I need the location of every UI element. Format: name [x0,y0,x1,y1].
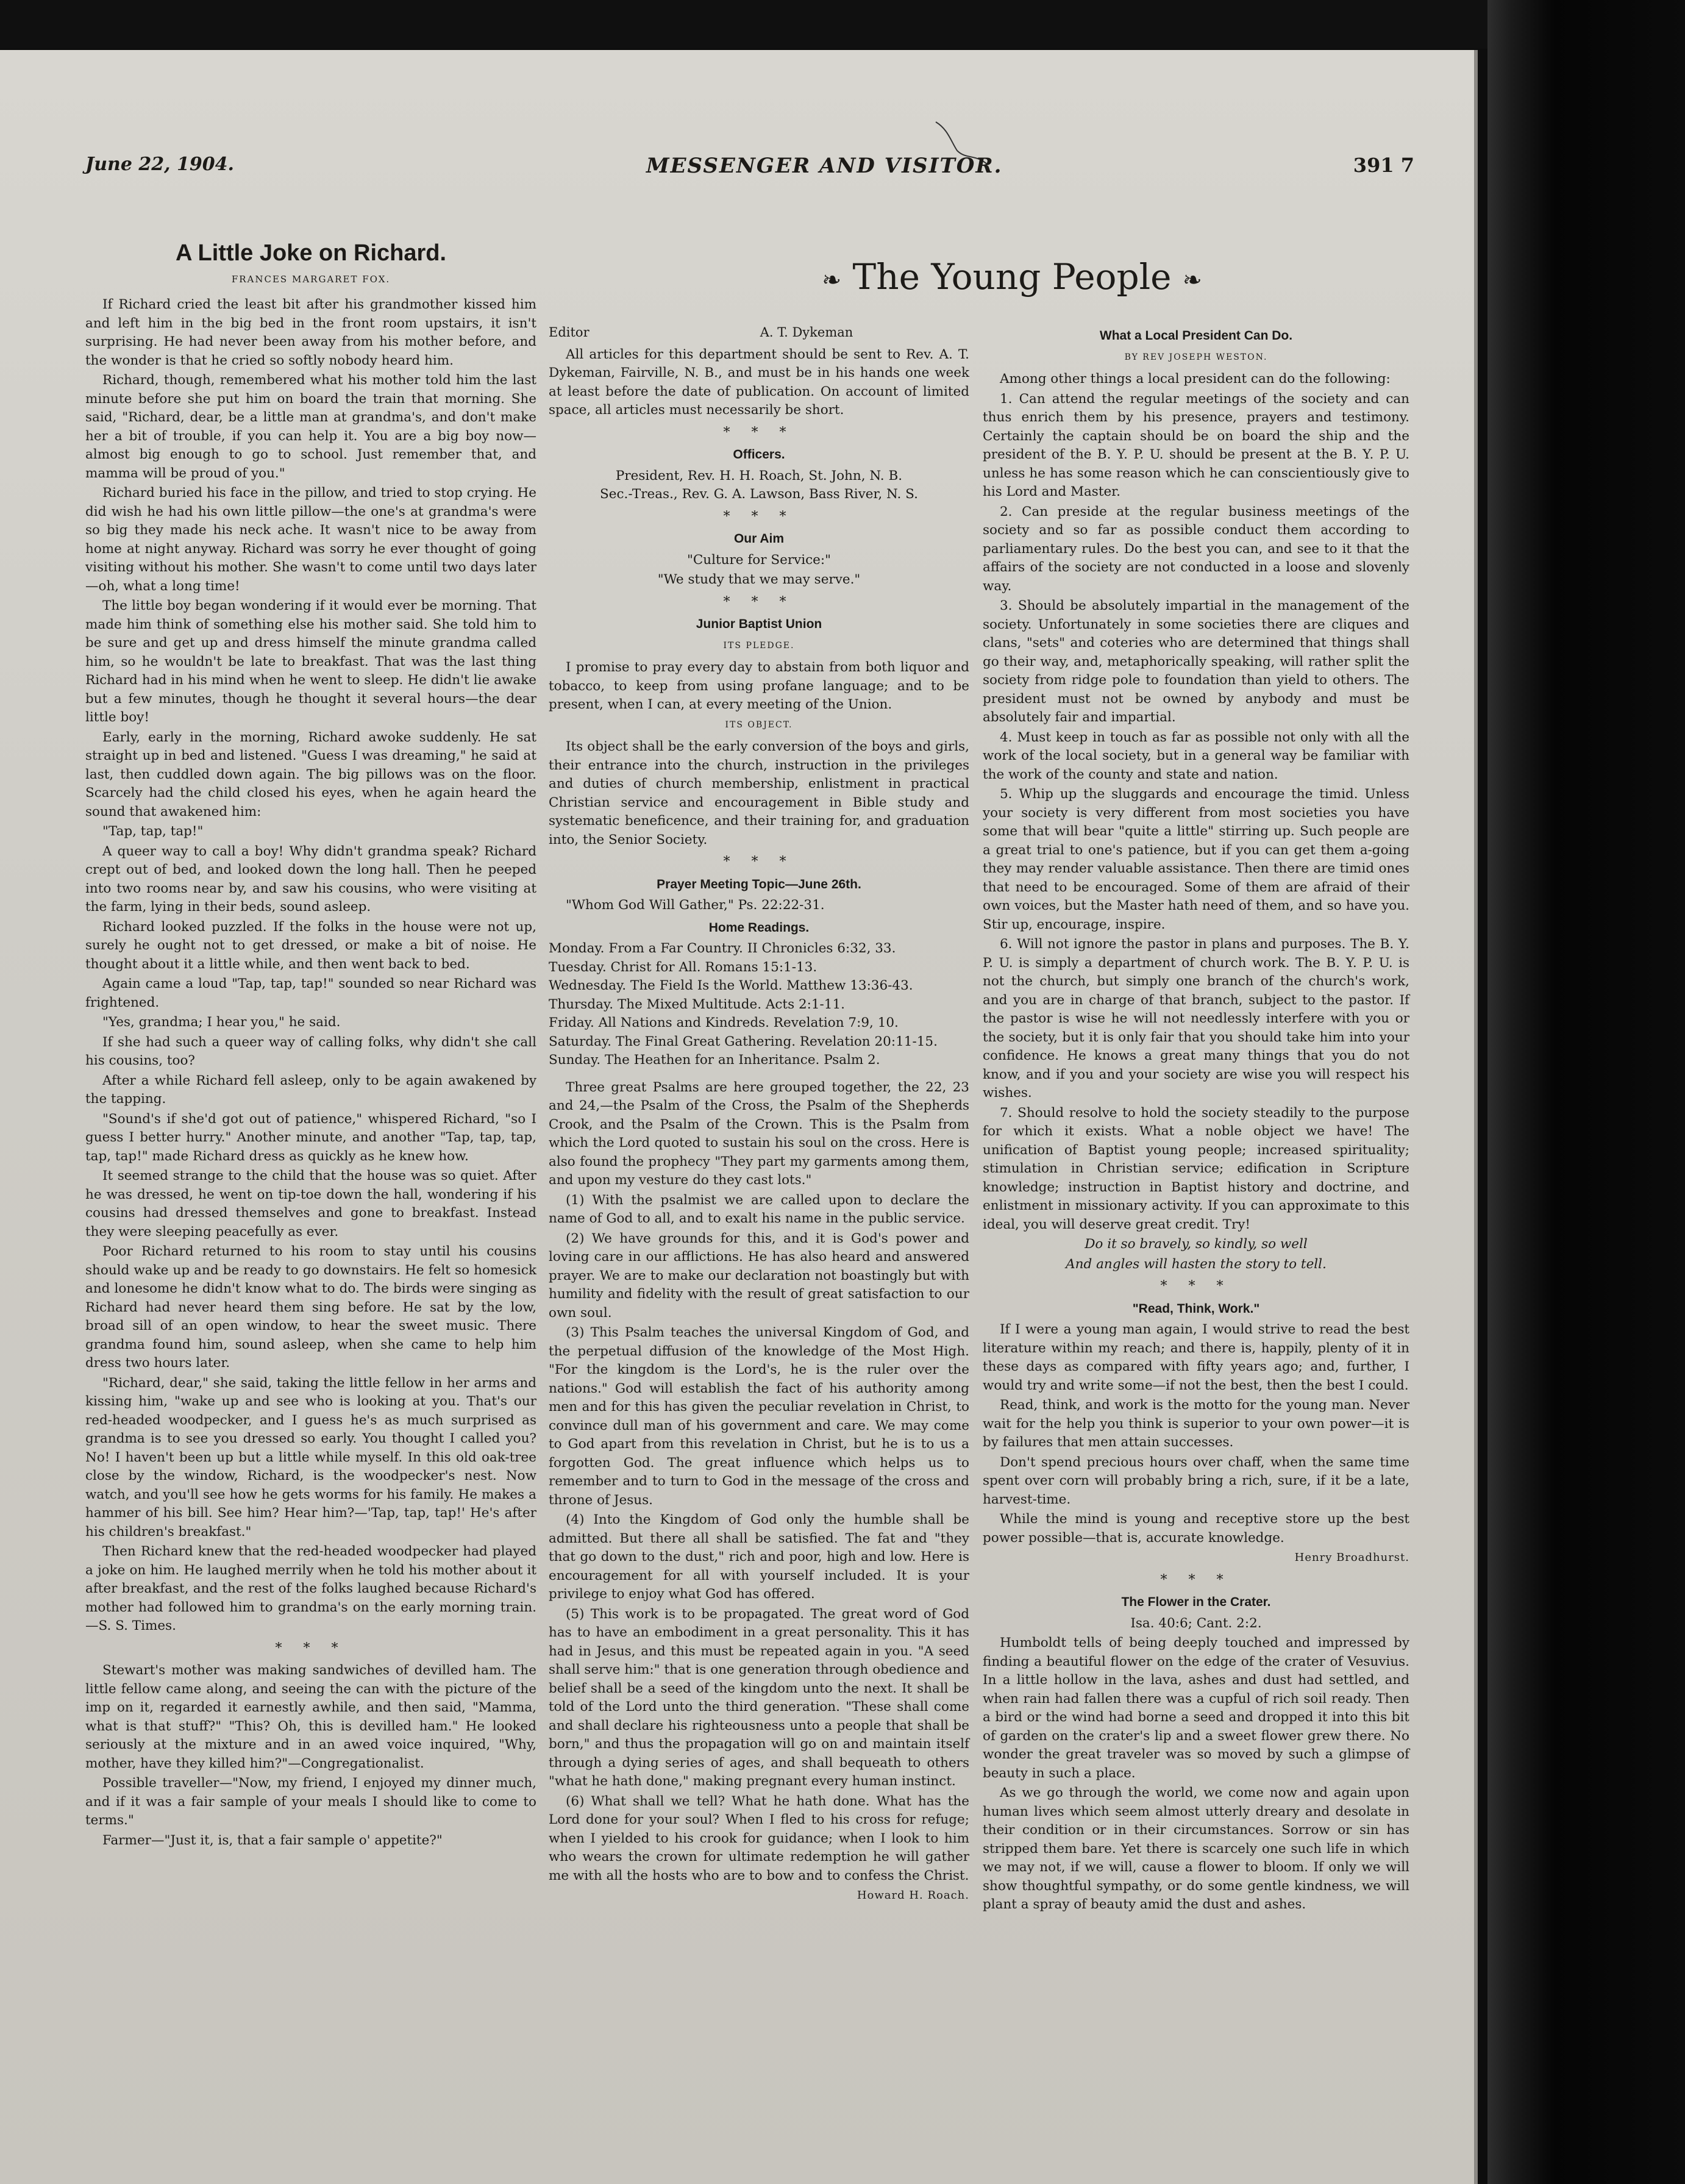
story-paragraph: If she had such a queer way of calling folks, why didn't she call his cousins, too? [85,1034,536,1068]
newspaper-title: MESSENGER AND VISITOR. [646,154,1003,178]
issue-date: June 22, 1904. [85,154,234,175]
article-paragraph: Don't spend precious hours over chaff, when the same time spent over corn will probably bring a rich, sure, if it be a late, harvest-time. [983,1454,1409,1507]
junior-union-heading: Junior Baptist Union [696,617,822,631]
article-body-president [983,370,1409,1234]
anecdote-paragraph: Possible traveller—"Now, my friend, I enjoyed my dinner much, and if it was a fair sample of your meals I should like to come to terms." [85,1775,536,1828]
section-divider: * * * [1160,1279,1232,1294]
home-reading-item: Tuesday. Christ for All. Romans 15:1-13. [549,959,818,975]
home-readings-list [549,940,969,1070]
story-body [85,296,536,1636]
commentary-signature: Howard H. Roach. [857,1889,969,1902]
article-signature-broadhurst: Henry Broadhurst. [1294,1551,1409,1564]
scan-top-margin [0,0,1685,49]
article-title-read-think-work: "Read, Think, Work." [1132,1301,1260,1316]
aim-line: "Culture for Service:" [686,552,832,568]
officer-president: President, Rev. H. H. Roach, St. John, N. B. [615,468,903,484]
story-paragraph: Poor Richard returned to his room to stay until his cousins should wake up and be ready to go downstairs. He felt so homesick and lonesome he didn't know what to do. The birds were singing as Richard had never heard them sing before. He sat by the low, broad sill of an open window, to hear the sweet music. There grandma found him, sound asleep, when she came to help him dress two hours later. [85,1244,536,1371]
section-divider: * * * [723,424,795,440]
article-title-president: What a Local President Can Do. [1099,329,1293,343]
story-title: A Little Joke on Richard. [175,240,447,266]
section-divider: * * * [723,854,795,869]
commentary-paragraph: Three great Psalms are here grouped together, the 22, 23 and 24,—the Psalm of the Cross, the Psalm of the Shepherds Crook, and the Psalm of the Crown. This is the Psalm from which the Lord quoted to sustain his soul on the cross. Here is also found the prophecy "They part my garments among them, and upon my vesture do they cast lots." [549,1079,969,1188]
officers-list [549,467,969,504]
story-paragraph: Richard, though, remembered what his mother told him the last minute before she put him on board the train that morning. She said, "Richard, dear, be a little man at grandma's, and don't make her a bit of trouble, if you can help it. You are a big boy now—almost big enough to go to school. Just remember that, and mamma will be proud of you." [85,373,536,481]
commentary-paragraph: (2) We have grounds for this, and it is God's power and loving care in our afflictions. He has also heard and answered prayer. We are to make our declaration not boastingly but with humility and fidelity with the result of great satisfaction to our own soul. [549,1230,969,1321]
story-paragraph: "Tap, tap, tap!" [102,824,204,839]
article-paragraph: 5. Whip up the sluggards and encourage the timid. Unless your society is very different from most societies you have some that will bear "quite a little" stirring up. Such people are a great trial to one's patience, but if you can get them a-going they may render valuable assistance. Then there are timid ones that need to be encouraged. Some of them are afraid of their own voices, but the Master hath need of them, and so have you. Stir up, encourage, inspire. [983,787,1409,932]
story-paragraph: If Richard cried the least bit after his grandmother kissed him and left him in the big bed in the front room upstairs, it isn't surprising. He had never been away from his mother before, and the wonder is that he cried so softly nobody heard him. [85,297,536,368]
article-paragraph: Humboldt tells of being deeply touched and impressed by finding a beautiful flower on the edge of the crater of Vesuvius. In a little hollow in the lava, ashes and dust had settled, and when rain had fallen there was a cupful of rich soil ready. Then a bird or the wind had borne a seed and dropped it into this bit of garden on the crater's lip and a sweet flower grew there. No wonder the great traveler was so moved by such a glimpse of beauty in such a place. [983,1635,1409,1781]
editor-label: Editor [549,325,590,340]
anecdotes [85,1661,536,1850]
anecdote-paragraph: Stewart's mother was making sandwiches of devilled ham. The little fellow came along, and seeing the can with the picture of the imp on it, regarded it earnestly awhile, and then said, "Mamma, what is that stuff?" "This? Oh, this is devilled ham." He looked seriously at the mixture and in an awed voice inquired, "Why, mother, have they killed him?"—Congregationalist. [85,1663,536,1771]
verse-line: Do it so bravely, so kindly, so well [1085,1237,1308,1252]
story-paragraph: Early, early in the morning, Richard awoke suddenly. He sat straight up in bed and listened. "Guess I was dreaming," he said at last, then cuddled down again. The big pillows was on the floor. Scarcely had the child closed his eyes, when he again heard the sound that awakened him: [85,729,536,819]
section-heading [793,256,1231,298]
home-reading-item: Friday. All Nations and Kindreds. Revelation 7:9, 10. [549,1015,899,1030]
story-paragraph: The little boy began wondering if it would ever be morning. That made him think of something else his mother said. She told him to be sure and get up and dress himself the minute grandma called him, so he wouldn't be late to breakfast. That was the last thing Richard had in his mind when he went to sleep. He didn't lie awake but a few minutes, though he thought it several hours—the dear little boy! [85,598,536,725]
article-paragraph: As we go through the world, we come now and again upon human lives which seem almost utterly dreary and desolate in their condition or in their circumstances. Sorrow or sin has stripped them bare. Yet there is scarcely one such life in which we may not, if we will, cause a flower to bloom. If only we will show thoughtful sympathy, or do some gentle kindness, we will plant a spray of beauty amid the dust and ashes. [983,1785,1409,1912]
article-body-flower [983,1634,1409,1915]
story-paragraph: Then Richard knew that the red-headed woodpecker had played a joke on him. He laughed merrily when he told his mother about it after breakfast, and the rest of the folks laughed because Richard's mother had followed him to grandma's on the early morning train.—S. S. Times. [85,1544,536,1633]
column-middle [549,323,969,1907]
section-divider: * * * [723,509,795,524]
pledge-text: I promise to pray every day to abstain from both liquor and tobacco, to keep from using profane language; and to be present, when I can, at every meeting of the Union. [549,660,969,712]
story-paragraph: It seemed strange to the child that the house was so quiet. After he was dressed, he went on tip-toe down the hall, wondering if his cousins had dressed themselves and gone to breakfast. Instead they were sleeping peacefully as ever. [85,1168,536,1240]
verse-line: And angles will hasten the story to tell. [1066,1256,1327,1272]
pledge-label: ITS PLEDGE. [723,640,795,651]
article-paragraph: While the mind is young and receptive store up the best power possible—that is, accurate knowledge. [983,1511,1409,1546]
leaf-ornament-icon: ❧ [1182,266,1202,293]
article-paragraph: Among other things a local president can do the following: [1000,371,1391,387]
column-left [85,240,536,1851]
article-paragraph: Read, think, and work is the motto for the young man. Never wait for the help you think is superior to your own power—it is by failures that men attain successes. [983,1397,1409,1450]
commentary-paragraph: (6) What shall we tell? What he hath done. What has the Lord done for your soul? When I fled to his cross for refuge; when I yielded to his crook for guidance; when I look to him who wears the crown for ultimate redemption he will gather me with all the hosts who are to bow and to confess the Christ. [549,1793,969,1883]
prayer-topic-heading: Prayer Meeting Topic—June 26th. [657,877,861,891]
story-paragraph: "Richard, dear," she said, taking the little fellow in her arms and kissing him, "wake up and see who is looking at you. That's our red-headed woodpecker, and I guess he's as much surprised as grandma is to see you dressed so early. You thought I called you? No! I haven't been up but a little while myself. In this old oak-tree close by the window, Richard, is the woodpecker's nest. Now watch, and you'll see how he gets worms for his family. He makes a hammer of his bill. See him? Hear him?—'Tap, tap, tap!' He's after his children's breakfast." [85,1375,536,1540]
home-reading-item: Sunday. The Heathen for an Inheritance. Psalm 2. [549,1052,880,1068]
commentary-paragraph: (3) This Psalm teaches the universal Kingdom of God, and the perpetual diffusion of the knowledge of the Most High. "For the kingdom is the Lord's, he is the ruler over the nations." God will establish the fact of his authority among men and for this has given the peculiar revelation in Christ, to convince dull man of his government and care. We may come to God apart from this revelation in Christ, but he is to us a forgotten God. The great influence which helps us to remember and to turn to God in the message of the cross and throne of Jesus. [549,1325,969,1508]
story-byline: FRANCES MARGARET FOX. [231,273,391,285]
aim-line: "We study that we may serve." [657,572,861,587]
home-reading-item: Saturday. The Final Great Gathering. Revelation 20:11-15. [549,1033,938,1049]
department-intro: All articles for this department should be sent to Rev. A. T. Dykeman, Fairville, N. B., and must be in his hands one week at least before the date of publication. On account of limited space, all articles must necessarily be short. [549,346,969,418]
story-paragraph: After a while Richard fell asleep, only to be again awakened by the tapping. [85,1072,536,1107]
story-paragraph: "Yes, grandma; I hear you," he said. [102,1015,341,1030]
article-title-flower: The Flower in the Crater. [1121,1595,1271,1609]
home-reading-item: Thursday. The Mixed Multitude. Acts 2:1-11. [549,996,845,1012]
leaf-ornament-icon: ❧ [822,266,842,293]
story-paragraph: Richard looked puzzled. If the folks in the house were not up, surely he ought not to get dressed, or make a bit of noise. He thought about it a little while, and then went back to bed. [85,919,536,972]
article-paragraph: 1. Can attend the regular meetings of the society and can thus enrich them by his presence, prayers and testimony. Certainly the captain should be on board the ship and the president of the B. Y. P. U. should be present at the B. Y. P. U. unless he has some reason which he can conscientiously give to his Lord and Master. [983,391,1409,499]
editor-line [549,323,969,342]
section-divider: * * * [1160,1572,1232,1588]
home-readings-heading: Home Readings. [708,920,810,935]
section-divider: * * * [275,1640,347,1656]
aim-heading: Our Aim [733,532,785,546]
column-right [983,323,1409,1916]
article-paragraph: 3. Should be absolutely impartial in the management of the society. Unfortunately in some societies there are cliques and clans, "sets" and coteries who are determined that things shall go their way, and, metaphorically speaking, will rather split the society from ridge pole to foundation than yield to others. The president must not be owned by anybody and must be absolutely fair and impartial. [983,598,1409,725]
psalm-commentary [549,1079,969,1886]
prayer-topic-text: "Whom God Will Gather," Ps. 22:22-31. [566,898,825,913]
commentary-paragraph: (1) With the psalmist we are called upon to declare the name of God to all, and to exalt his name in the public service. [549,1192,969,1226]
article-body-read-think-work [983,1321,1409,1547]
section-divider: * * * [723,594,795,610]
editor-name: A. T. Dykeman [760,325,853,340]
article-byline-president: BY REV JOSEPH WESTON. [1124,352,1268,362]
object-text: Its object shall be the early conversion of the boys and girls, their entrance into the church, instruction in the privileges and duties of church membership, enlistment in practical Christian service and encouragement in Bible study and systematic beneficence, and their training for, and graduation into, the Senior Society. [549,739,969,848]
article-paragraph: 4. Must keep in touch as far as possible not only with all the work of the local society, but in a general way be familiar with the work of the county and state and nation. [983,729,1409,782]
home-reading-item: Wednesday. The Field Is the World. Matthew 13:36-43. [549,978,913,993]
section-title: The Young People [852,256,1172,298]
officer-secretary: Sec.-Treas., Rev. G. A. Lawson, Bass River, N. S. [600,487,918,502]
home-reading-item: Monday. From a Far Country. II Chronicles 6:32, 33. [549,941,896,956]
page-header [85,154,1414,190]
story-paragraph: Richard buried his face in the pillow, and tried to stop crying. He did wish he had his own little pillow—the one's at grandma's were so big they made his neck ache. It wasn't nice to be away from home at night anyway. Richard was sorry he ever thought of going visiting without his mother. She wasn't to come until two days later—oh, what a long time! [85,485,536,594]
anecdote-paragraph: Farmer—"Just it, is, that a fair sample o' appetite?" [102,1832,443,1848]
newspaper-page [0,50,1478,2184]
article-paragraph: 6. Will not ignore the pastor in plans and purposes. The B. Y. P. U. is simply a department of church work. The B. Y. P. U. is not the church, but simply one branch of the church's work, and you are in charge of that branch, subject to the pastor. If the pastor is wise he will not needlessly interfere with you or the society, but it is only fair that you should take him into your confidence. He knows a great many things that you do not know, and if you and your society are wise you will respect his wishes. [983,937,1409,1101]
story-paragraph: Again came a loud "Tap, tap, tap!" sounded so near Richard was frightened. [85,976,536,1010]
commentary-paragraph: (4) Into the Kingdom of God only the humble shall be admitted. But there all shall be satisfied. The fat and "they that go down to the dust," rich and poor, high and low. Here is encouragement for all with yourself included. It is your privilege to enjoy what God has offered. [549,1512,969,1602]
scan-right-margin [1487,0,1685,2184]
story-paragraph: A queer way to call a boy! Why didn't grandma speak? Richard crept out of bed, and looked down the long hall. Then he peeped into two rooms near by, and saw his cousins, who were visiting at the farm, lying in their beds, sound asleep. [85,843,536,915]
article-paragraph: 7. Should resolve to hold the society steadily to the purpose for which it exists. What a noble object we have! The unification of Baptist young people; increased spirituality; stimulation in Christian service; edification in Scripture knowledge; instruction in Baptist history and doctrine, and enlistment in missionary activity. If you can approximate to this ideal, you will deserve great credit. Try! [983,1105,1409,1232]
page-number: 391 7 [1353,154,1414,177]
commentary-paragraph: (5) This work is to be propagated. The great word of God has to have an embodiment in a great personality. This it has had in Jesus, and this must be repeated again in you. "A seed shall serve him:" that is one generation through obedience and belief shall be a seed of the kingdom unto the next. It shall be told of the Lord unto the third generation. "These shall come and shall declare his righteousness unto a people that shall be born," and thus the propagation will go on and maintain itself through a dying series of ages, and shall bequeath to others "what he hath done," making pregnant every human instinct. [549,1606,969,1789]
article-reference-flower: Isa. 40:6; Cant. 2:2. [1130,1615,1262,1631]
object-label: ITS OBJECT. [725,719,793,730]
officers-heading: Officers. [733,448,785,462]
article-paragraph: 2. Can preside at the regular business meetings of the society and so far as possible conduct them according to parliamentary rules. Do the best you can, and see to it that the affairs of the society are not conducted in a loose and slovenly way. [983,504,1409,594]
article-paragraph: If I were a young man again, I would strive to read the best literature within my reach; and there is, happily, plenty of it in these days as compared with fifty years ago; and, further, I would try and write some—if not the best, then the best I could. [983,1322,1409,1393]
story-paragraph: "Sound's if she'd got out of patience," whispered Richard, "so I guess I better hurry." Another minute, and another "Tap, tap, tap, tap, tap!" made Richard dress as quickly as he knew how. [85,1111,536,1164]
